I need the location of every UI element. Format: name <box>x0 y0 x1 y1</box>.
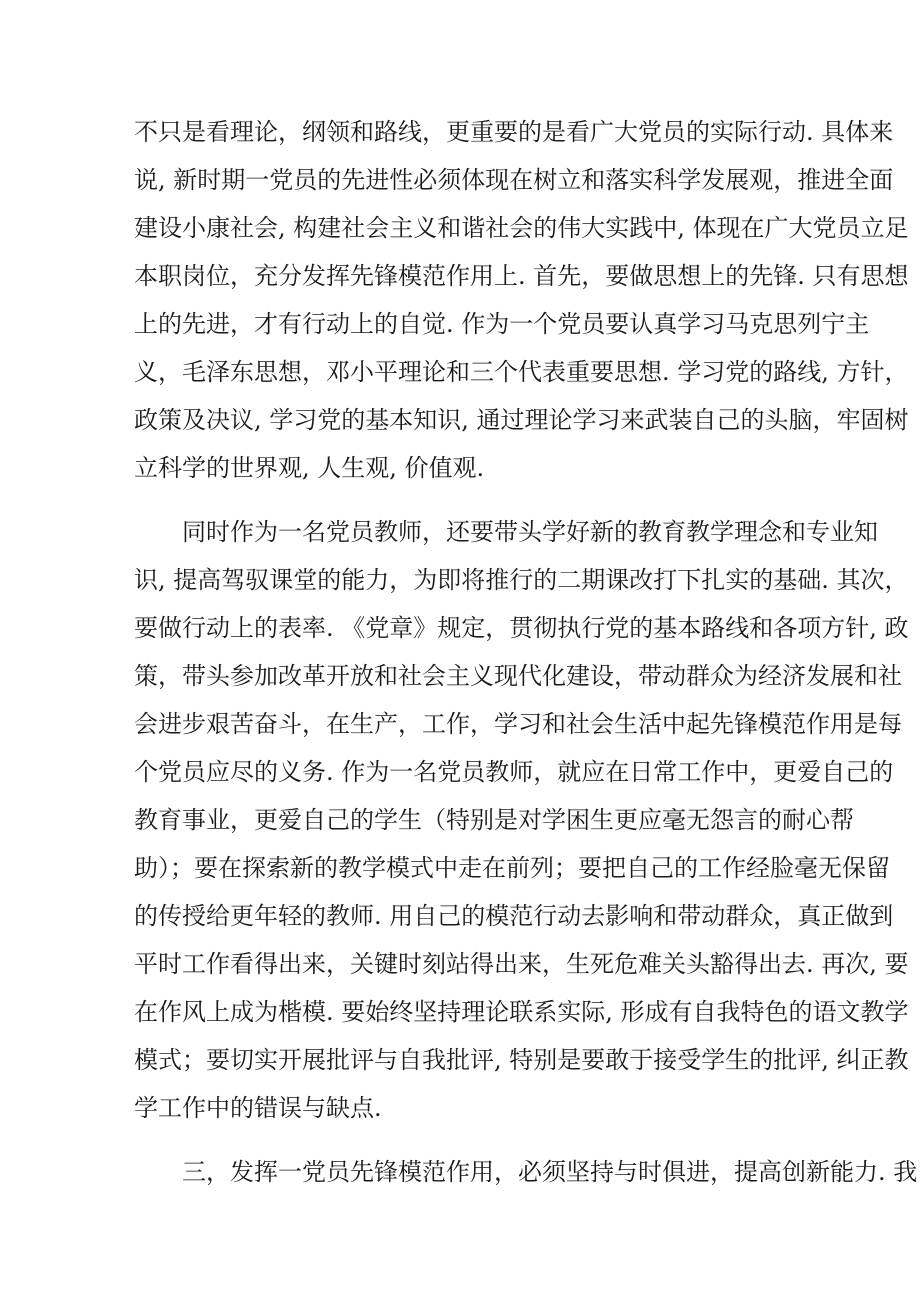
paragraph-2-line: 助）；要在探索新的教学模式中走在前列；要把自己的工作经脸毫无保留 <box>134 854 890 882</box>
paragraph-1-line: 本职岗位，充分发挥先锋模范作用上. 首先，要做思想上的先锋. 只有思想 <box>134 262 909 290</box>
paragraph-1-line: 上的先进，才有行动上的自觉. 作为一个党员要认真学习马克思列宁主 <box>134 310 870 338</box>
paragraph-2-line: 的传授给更年轻的教师. 用自己的模范行动去影响和带动群众，真正做到 <box>134 902 894 930</box>
paragraph-2-line: 个党员应尽的义务. 作为一名党员教师，就应在日常工作中，更爱自己的 <box>134 758 894 786</box>
paragraph-2-line: 策，带头参加改革开放和社会主义现代化建设，带动群众为经济发展和社 <box>134 662 902 690</box>
paragraph-1-line: 说, 新时期一党员的先进性必须体现在树立和落实科学发展观，推进全面 <box>134 166 894 194</box>
paragraph-2-line: 要做行动上的表率. 《党章》规定，贯彻执行党的基本路线和各项方针, 政 <box>134 614 909 642</box>
paragraph-1-line: 建设小康社会, 构建社会主义和谐社会的伟大实践中, 体现在广大党员立足 <box>134 214 909 242</box>
paragraph-2 <box>134 508 909 1132</box>
paragraph-1 <box>134 108 909 492</box>
paragraph-2-line: 在作风上成为楷模. 要始终坚持理论联系实际, 形成有自我特色的语文教学 <box>134 998 909 1026</box>
paragraph-2-line: 教育事业，更爱自己的学生（特别是对学困生更应毫无怨言的耐心帮 <box>134 806 854 834</box>
paragraph-2-line: 同时作为一名党员教师，还要带头学好新的教育教学理念和专业知 <box>134 518 878 546</box>
paragraph-1-line: 义，毛泽东思想，邓小平理论和三个代表重要思想. 学习党的路线, 方针， <box>134 358 909 386</box>
paragraph-1-line: 立科学的世界观, 人生观, 价值观. <box>134 454 485 482</box>
paragraph-2-line: 平时工作看得出来，关键时刻站得出来，生死危难关头豁得出去. 再次, 要 <box>134 950 909 978</box>
paragraph-2-line: 会进步艰苦奋斗，在生产，工作，学习和社会生活中起先锋模范作用是每 <box>134 710 902 738</box>
paragraph-2-line: 模式；要切实开展批评与自我批评, 特别是要敢于接受学生的批评, 纠正教 <box>134 1046 909 1074</box>
paragraph-1-line: 不只是看理论，纲领和路线，更重要的是看广大党员的实际行动. 具体来 <box>134 118 894 146</box>
paragraph-3 <box>134 1148 918 1196</box>
paragraph-2-line: 识, 提高驾驭课堂的能力，为即将推行的二期课改打下扎实的基础. 其次， <box>134 566 909 594</box>
paragraph-1-line: 政策及决议, 学习党的基本知识, 通过理论学习来武装自己的头脑，牢固树 <box>134 406 909 434</box>
paragraph-2-line: 学工作中的错误与缺点. <box>134 1094 382 1122</box>
paragraph-3-line: 三，发挥一党员先锋模范作用，必须坚持与时俱进，提高创新能力. 我 <box>134 1158 918 1186</box>
